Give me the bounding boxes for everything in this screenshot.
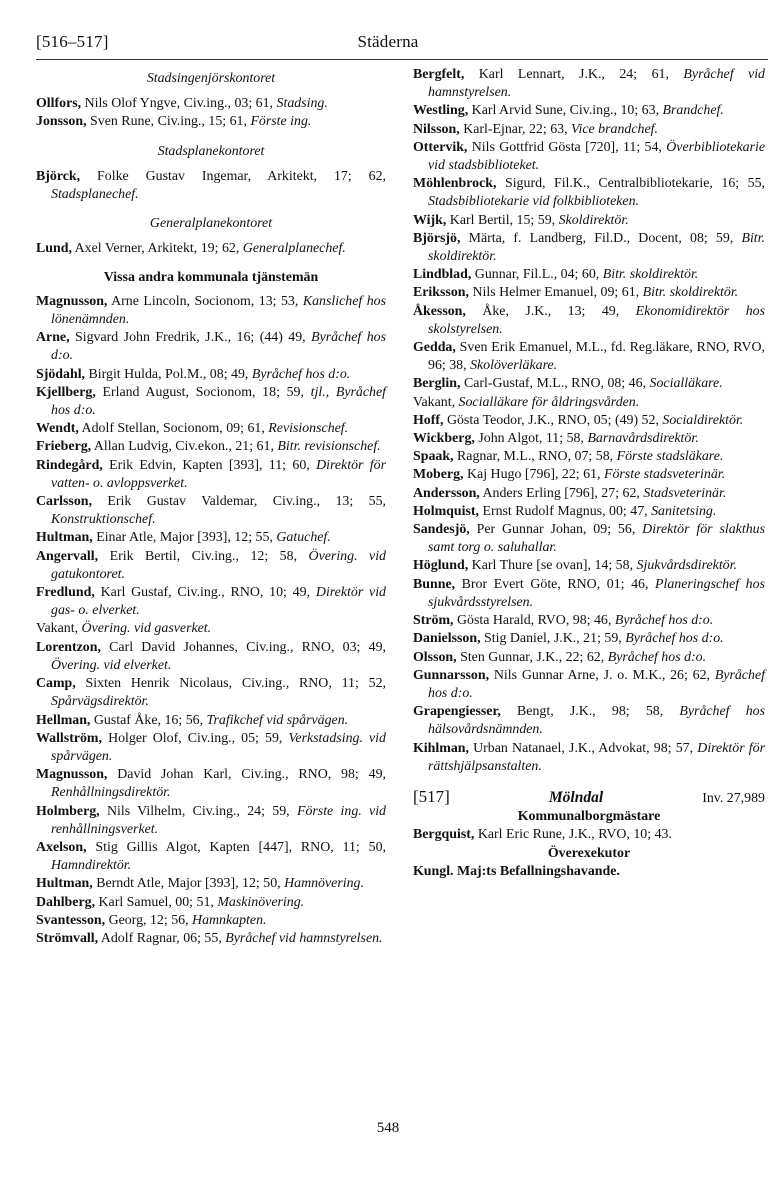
entry-details: Adolf Ragnar, 06; 55, xyxy=(98,930,226,946)
entry-details: Allan Ludvig, Civ.ekon., 21; 61, xyxy=(91,439,278,455)
entry-details: Stig Daniel, J.K., 21; 59, xyxy=(480,631,626,647)
entry-name: Frieberg, xyxy=(36,439,92,455)
entry-role: Skolöverläkare. xyxy=(470,358,558,374)
entry-role: Socialläkare. xyxy=(649,376,723,392)
entry-details: Birgit Hulda, Pol.M., 08; 49, xyxy=(85,366,252,382)
entry-role: Generalplanechef. xyxy=(242,241,346,257)
list-entry xyxy=(36,766,386,802)
entry-name: Svantesson, xyxy=(36,912,106,928)
list-entry xyxy=(36,457,386,493)
list-entry xyxy=(36,113,386,131)
page-title: Städerna xyxy=(357,32,419,51)
section-heading: Stadsplanekontoret xyxy=(157,143,265,159)
entry-role: Renhållningsdirektör. xyxy=(51,785,171,801)
entry-details: Bengt, J.K., 98; 58, xyxy=(500,704,680,720)
entry-details: David Johan Karl, Civ.ing., RNO, 98; 49, xyxy=(107,767,386,783)
entry-name: Björck, xyxy=(36,168,81,184)
entry-name: Bergquist, xyxy=(413,827,475,843)
list-entry xyxy=(36,438,386,456)
entry-details: Anders Erling [796], 27; 62, xyxy=(479,485,644,501)
entry-name: Hellman, xyxy=(36,712,91,728)
entry-role: Stadsing. xyxy=(276,96,328,112)
list-entry xyxy=(36,712,386,730)
list-entry xyxy=(413,466,765,484)
entry-role: Direktör för slakthus samt torg o. saluhallar. xyxy=(428,522,765,556)
list-entry xyxy=(36,912,386,930)
entry-name: Westling, xyxy=(413,103,469,119)
entry-details: Märta, f. Landberg, Fil.D., Docent, 08; 59, xyxy=(460,230,742,246)
section-heading: Generalplanekontoret xyxy=(149,216,273,232)
entry-role: Revisionschef. xyxy=(268,421,349,437)
entry-role: Stadsbibliotekarie vid folkbiblioteken. xyxy=(428,194,640,210)
entry-name: Axelson, xyxy=(36,839,87,855)
list-entry xyxy=(36,620,386,638)
entry-details: Åke, J.K., 13; 49, xyxy=(465,303,636,319)
entry-name: Strömvall, xyxy=(36,930,99,946)
entry-role: Socialläkare för åldringsvården. xyxy=(458,394,640,410)
entry-role: Maskinövering. xyxy=(217,894,305,910)
header-divider xyxy=(36,59,768,60)
entry-role: Gatuchef. xyxy=(276,530,331,546)
list-entry xyxy=(36,584,386,620)
entry-details: Sven Erik Emanuel, M.L., fd. Reg.läkare, RNO, RVO, 96; 38, xyxy=(428,340,765,374)
entry-details: Ragnar, M.L., RNO, 07; 58, xyxy=(453,449,617,465)
entry-role: Brandchef. xyxy=(662,103,724,119)
section-heading: Vissa andra kommunala tjänstemän xyxy=(103,269,319,285)
entry-role: Bitr. skoldirektör. xyxy=(602,267,699,283)
list-entry xyxy=(36,168,386,204)
page-number: 548 xyxy=(376,1120,400,1136)
list-entry xyxy=(413,339,765,375)
entry-details: Karl Thure [se ovan], 14; 58, xyxy=(468,558,637,574)
list-entry xyxy=(413,266,765,284)
entry-name: Hoff, xyxy=(413,412,444,428)
list-entry xyxy=(413,740,765,776)
entry-role: Byråchef hos d:o. xyxy=(428,667,765,701)
entry-name: Olsson, xyxy=(413,649,457,665)
city-name: Mölndal xyxy=(548,788,604,806)
entry-role: Spårvägsdirektör. xyxy=(51,694,149,710)
entry-details: Vakant, xyxy=(413,394,459,410)
entry-role: Byråchef vid hamnstyrelsen. xyxy=(225,930,383,946)
entry-name: Wendt, xyxy=(36,421,79,437)
list-entry xyxy=(36,329,386,365)
entry-details: Arne Lincoln, Socionom, 13; 53, xyxy=(107,293,303,309)
list-entry xyxy=(413,521,765,557)
entry-details: Nils Olof Yngve, Civ.ing., 03; 61, xyxy=(81,96,277,112)
entry-name: Lorentzon, xyxy=(36,639,101,655)
entry-details: Bror Evert Göte, RNO, 01; 46, xyxy=(455,576,656,592)
entry-name: Lindblad, xyxy=(413,267,472,283)
entry-role: Förste stadsveterinär. xyxy=(603,467,726,483)
entry-name: Holmberg, xyxy=(36,803,100,819)
list-entry xyxy=(36,839,386,875)
entry-details: Karl Arvid Sune, Civ.ing., 10; 63, xyxy=(468,103,663,119)
entry-details: Karl-Ejnar, 22; 63, xyxy=(459,121,572,137)
list-entry xyxy=(413,630,765,648)
entry-role: Byråchef hos d:o. xyxy=(614,613,714,629)
entry-details: Gösta Harald, RVO, 98; 46, xyxy=(453,613,615,629)
entry-name: Höglund, xyxy=(413,558,469,574)
entry-role: Direktör för rättshjälpsanstalten. xyxy=(428,740,765,774)
list-entry xyxy=(36,548,386,584)
entry-role: Övering. vid gatukontoret. xyxy=(51,548,386,582)
entry-name: Björsjö, xyxy=(413,230,461,246)
list-entry xyxy=(36,803,386,839)
list-entry xyxy=(36,730,386,766)
list-entry xyxy=(413,557,765,575)
list-entry xyxy=(413,485,765,503)
entry-role: Bitr. revisionschef. xyxy=(277,439,381,455)
entry-role: Byråchef hos d:o. xyxy=(251,366,351,382)
entry-name: Magnusson, xyxy=(36,293,108,309)
entry-details: Vakant, xyxy=(36,621,82,637)
entry-role: Byråchef hos d:o. xyxy=(51,330,386,364)
list-entry xyxy=(36,875,386,893)
entry-details: Axel Verner, Arkitekt, 19; 62, xyxy=(71,241,243,257)
entry-role: Verkstadsing. vid spårvägen. xyxy=(51,730,386,764)
entry-role: Direktör för vatten- o. avloppsverket. xyxy=(51,457,386,491)
entry-details: Kaj Hugo [796], 22; 61, xyxy=(463,467,604,483)
section-heading: Stadsingenjörskontoret xyxy=(146,71,276,86)
entry-name: Åkesson, xyxy=(413,303,466,319)
entry-details: Carl David Johannes, Civ.ing., RNO, 03; 49, xyxy=(100,639,386,655)
entry-name: Ottervik, xyxy=(413,139,468,155)
entry-details: Nils Helmer Emanuel, 09; 61, xyxy=(468,285,643,301)
entry-role: Socialdirektör. xyxy=(662,412,744,428)
entry-details: Karl Eric Rune, J.K., RVO, 10; 43. xyxy=(474,827,672,843)
entry-details: Urban Natanael, J.K., Advokat, 98; 57, xyxy=(468,740,698,756)
entry-details: Nils Vilhelm, Civ.ing., 24; 59, xyxy=(99,803,297,819)
entry-name: Gedda, xyxy=(413,340,456,356)
entry-role: Stadsplanechef. xyxy=(51,187,139,203)
entry-details: Per Gunnar Johan, 09; 56, xyxy=(469,522,643,538)
entry-details: Gunnar, Fil.L., 04; 60, xyxy=(471,267,603,283)
entry-role: Hamnövering. xyxy=(284,876,364,892)
entry-details: Nils Gunnar Arne, J. o. M.K., 26; 62, xyxy=(489,667,715,683)
entry-role: Hamndirektör. xyxy=(51,858,132,874)
entry-role: Förste ing. vid renhållningsverket. xyxy=(51,803,387,837)
entry-role: tjl., Byråchef hos d:o. xyxy=(51,384,386,419)
right-column xyxy=(413,66,765,881)
entry-details: Folke Gustav Ingemar, Arkitekt, 17; 62, xyxy=(80,168,386,184)
entry-role: Barnavårdsdirektör. xyxy=(587,431,699,447)
left-column xyxy=(36,66,386,948)
entry-name: Möhlenbrock, xyxy=(413,176,497,192)
entry-name: Berglin, xyxy=(413,376,461,392)
entry-name: Nilsson, xyxy=(413,121,460,137)
entry-details: Sigvard John Fredrik, J.K., 16; (44) 49, xyxy=(69,330,312,346)
entry-role: Bitr. skoldirektör. xyxy=(428,230,765,265)
entry-name: Arne, xyxy=(36,330,70,346)
list-entry xyxy=(413,863,765,881)
list-entry xyxy=(36,493,386,529)
list-entry xyxy=(413,230,765,266)
entry-details: Sten Gunnar, J.K., 22; 62, xyxy=(456,649,608,665)
entry-role: Sjukvårdsdirektör. xyxy=(636,558,737,574)
list-entry xyxy=(413,503,765,521)
entry-details: Ernst Rudolf Magnus, 00; 47, xyxy=(479,503,652,519)
entry-name: Grapengiesser, xyxy=(413,704,501,720)
entry-role: Byråchef vid hamnstyrelsen. xyxy=(428,67,765,101)
entry-name: Ström, xyxy=(413,613,454,629)
entry-role: Sanitetsing. xyxy=(651,503,717,519)
entry-name: Eriksson, xyxy=(413,285,469,301)
entry-name: Hultman, xyxy=(36,876,93,892)
entry-role: Konstruktionschef. xyxy=(51,512,156,528)
entry-details: Erland August, Socionom, 18; 59, xyxy=(95,384,311,400)
list-entry xyxy=(36,894,386,912)
entry-role: Övering. vid elverket. xyxy=(51,657,172,673)
list-entry xyxy=(413,284,765,302)
list-entry xyxy=(413,649,765,667)
list-entry xyxy=(413,703,765,739)
office-heading: Kommunalborgmästare xyxy=(517,809,661,825)
entry-role: Byråchef hos d:o. xyxy=(625,631,724,647)
entry-role: Skoldirektör. xyxy=(558,212,629,228)
entry-name: Holmquist, xyxy=(413,503,479,519)
entry-name: Rindegård, xyxy=(36,457,103,473)
entry-role: Vice brandchef. xyxy=(571,121,658,137)
entry-name: Wijk, xyxy=(413,212,447,228)
entry-role: Förste ing. xyxy=(250,114,312,130)
list-entry xyxy=(36,930,386,948)
entry-role: Överbibliotekarie vid stadsbiblioteket. xyxy=(428,139,765,174)
entry-name: Sjödahl, xyxy=(36,366,86,382)
page-range-label: [516–517] xyxy=(36,32,109,51)
entry-name: Bunne, xyxy=(413,576,456,592)
entry-details: Sven Rune, Civ.ing., 15; 61, xyxy=(86,114,251,130)
entry-name: Wickberg, xyxy=(413,431,475,447)
entry-role: Övering. vid gasverket. xyxy=(81,621,212,637)
entry-name: Carlsson, xyxy=(36,494,92,510)
entry-name: Jonsson, xyxy=(36,114,87,130)
list-entry xyxy=(36,384,386,420)
list-entry xyxy=(413,412,765,430)
entry-name: Dahlberg, xyxy=(36,894,96,910)
city-inhabitants: Inv. 27,989 xyxy=(702,790,765,806)
entry-details: Sixten Henrik Nicolaus, Civ.ing., RNO, 11; 52, xyxy=(75,676,386,692)
entry-name: Danielsson, xyxy=(413,631,481,647)
entry-details: Gustaf Åke, 16; 56, xyxy=(90,712,207,728)
list-entry xyxy=(413,375,765,393)
list-entry xyxy=(36,240,386,258)
list-entry xyxy=(36,529,386,547)
list-entry xyxy=(413,303,765,339)
entry-details: John Algot, 11; 58, xyxy=(474,431,588,447)
entry-details: Karl Bertil, 15; 59, xyxy=(446,212,559,228)
entry-details: Karl Gustaf, Civ.ing., RNO, 10; 49, xyxy=(94,585,316,601)
entry-details: Karl Samuel, 00; 51, xyxy=(95,894,218,910)
entry-name: Hultman, xyxy=(36,530,93,546)
entry-details: Einar Atle, Major [393], 12; 55, xyxy=(92,530,277,546)
entry-details: Holger Olof, Civ.ing., 05; 59, xyxy=(101,730,289,746)
entry-details: Erik Bertil, Civ.ing., 12; 58, xyxy=(98,548,309,564)
entry-role: Ekonomidirektör hos skolstyrelsen. xyxy=(428,303,765,337)
entry-name: Ollfors, xyxy=(36,96,82,112)
list-entry xyxy=(413,102,765,120)
entry-name: Wallström, xyxy=(36,730,102,746)
entry-details: Georg, 12; 56, xyxy=(105,912,193,928)
entry-name: Lund, xyxy=(36,241,72,257)
entry-details: Erik Gustav Valdemar, Civ.ing., 13; 55, xyxy=(91,494,386,510)
list-entry xyxy=(413,612,765,630)
entry-details: Stig Gillis Algot, Kapten [447], RNO, 11; 50, xyxy=(86,839,386,855)
entry-name: Kjellberg, xyxy=(36,384,96,400)
entry-role: Kanslichef hos lönenämnden. xyxy=(51,293,387,328)
entry-role: Direktör vid gas- o. elverket. xyxy=(51,585,387,619)
entry-name: Bergfelt, xyxy=(413,67,465,82)
entry-details: Nils Gottfrid Gösta [720], 11; 54, xyxy=(467,139,667,155)
entry-details: Berndt Atle, Major [393], 12; 50, xyxy=(92,876,285,892)
office-heading: Överexekutor xyxy=(547,845,631,861)
entry-name: Moberg, xyxy=(413,467,464,483)
list-entry xyxy=(36,420,386,438)
entry-details: Erik Edvin, Kapten [393], 11; 60, xyxy=(102,457,317,473)
entry-name: Camp, xyxy=(36,676,76,692)
entry-role: Byråchef hos hälsovårdsnämnden. xyxy=(428,704,766,738)
entry-role: Trafikchef vid spårvägen. xyxy=(206,712,349,728)
entry-name: Fredlund, xyxy=(36,585,95,601)
list-entry xyxy=(413,212,765,230)
entry-name: Andersson, xyxy=(413,485,480,501)
list-entry xyxy=(36,366,386,384)
entry-name: Magnusson, xyxy=(36,767,108,783)
list-entry xyxy=(413,121,765,139)
list-entry xyxy=(413,826,765,844)
list-entry xyxy=(413,667,765,703)
entry-role: Hamnkapten. xyxy=(192,912,267,928)
list-entry xyxy=(36,293,386,329)
list-entry xyxy=(413,139,765,175)
list-entry xyxy=(413,448,765,466)
entry-role: Planeringschef hos sjukvårdsstyrelsen. xyxy=(428,576,765,610)
entry-name: Angervall, xyxy=(36,548,99,564)
list-entry xyxy=(413,175,765,211)
list-entry xyxy=(36,675,386,711)
entry-name: Kungl. Maj:ts Befallningshavande. xyxy=(413,863,620,879)
entry-details: Sigurd, Fil.K., Centralbibliotekarie, 16; 55, xyxy=(496,176,765,192)
entry-role: Byråchef hos d:o. xyxy=(607,649,707,665)
list-entry xyxy=(413,66,765,102)
entry-details: Gösta Teodor, J.K., RNO, 05; (49) 52, xyxy=(443,412,663,428)
list-entry xyxy=(413,430,765,448)
entry-details: Adolf Stellan, Socionom, 09; 61, xyxy=(78,421,269,437)
entry-name: Gunnarsson, xyxy=(413,667,490,683)
entry-role: Bitr. skoldirektör. xyxy=(642,285,739,301)
entry-details: Karl Lennart, J.K., 24; 61, xyxy=(464,67,684,82)
entry-details: Carl-Gustaf, M.L., RNO, 08; 46, xyxy=(460,376,650,392)
entry-name: Kihlman, xyxy=(413,740,469,756)
list-entry xyxy=(413,394,765,412)
list-entry xyxy=(36,95,386,113)
entry-role: Förste stadsläkare. xyxy=(616,449,724,465)
list-entry xyxy=(36,639,386,675)
entry-role: Stadsveterinär. xyxy=(643,485,727,501)
entry-name: Sandesjö, xyxy=(413,522,470,538)
entry-name: Spaak, xyxy=(413,449,454,465)
city-section-number: [517] xyxy=(413,786,450,806)
list-entry xyxy=(413,576,765,612)
city-heading xyxy=(413,788,765,808)
